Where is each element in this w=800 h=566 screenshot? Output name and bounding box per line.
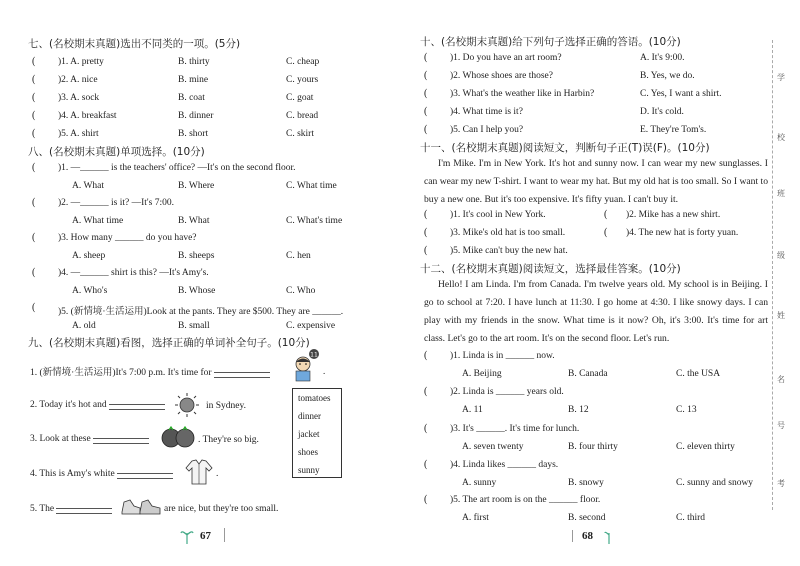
answer-paren[interactable]: (: [32, 267, 36, 278]
answer-paren[interactable]: (: [32, 197, 36, 208]
word-bank-item: shoes: [298, 447, 318, 457]
clock-icon: [308, 348, 320, 360]
s12-q3-b: B. four thirty: [568, 442, 618, 452]
answer-paren[interactable]: (: [424, 350, 428, 361]
s10-a2: B. Yes, we do.: [640, 71, 695, 81]
s10-q5: )5. Can I help you?: [450, 125, 524, 135]
side-label: 校: [777, 133, 785, 142]
s7-q5: )5. A. shirt: [58, 129, 99, 139]
dot: .: [216, 469, 219, 479]
answer-lines[interactable]: [117, 469, 173, 479]
s12-q4: )4. Linda likes ______ days.: [450, 460, 559, 470]
s12-passage: Hello! I am Linda. I'm from Canada. I'm twelve years old. My school is in Beijing. I go to school at 7:20. I have lunch at 11:30. I go home at 4:30. I like snowy days. I can play with my friends in the snow. What time is it now? Oh, it's 3:00. It's time for art class. Let's go to the art room. It's on the second floor. Let's run.: [424, 279, 768, 344]
s8-q2-b: B. What: [178, 216, 210, 226]
answer-paren[interactable]: (: [32, 92, 36, 103]
shoes-icon: [120, 494, 162, 518]
s12-q2-c: C. 13: [676, 405, 697, 415]
s9-q2-text: 2. Today it's hot and: [30, 400, 107, 411]
s12-q1-a: A. Beijing: [462, 369, 502, 379]
s7-q5-b: B. short: [178, 129, 209, 139]
section-10-title: 十、(名校期末真题)给下列句子选择正确的答语。(10分): [420, 36, 681, 48]
sprout-icon: [180, 527, 194, 545]
s8-q4-b: B. Whose: [178, 286, 216, 296]
s7-q4-b: B. dinner: [178, 111, 214, 121]
s7-q1-c: C. cheap: [286, 57, 320, 67]
answer-lines[interactable]: [109, 400, 165, 410]
answer-paren[interactable]: (: [424, 209, 428, 220]
s9-q4-text: 4. This is Amy's white: [30, 469, 115, 480]
answer-paren[interactable]: (: [32, 162, 36, 173]
s9-q3: [30, 434, 149, 444]
sprout-icon: [604, 527, 614, 545]
sun-icon: [172, 392, 202, 418]
s10-q4: )4. What time is it?: [450, 107, 523, 117]
s8-q1-b: B. Where: [178, 181, 215, 191]
tomatoes-icon: [160, 425, 196, 449]
s10-a1: A. It's 9:00.: [640, 53, 685, 63]
s9-q5-tail: are nice, but they're too small.: [164, 504, 279, 514]
answer-paren[interactable]: (: [424, 124, 428, 135]
s7-q3-b: B. coat: [178, 93, 205, 103]
s9-q1-text: 1. (新情境·生活运用)It's 7:00 p.m. It's time for: [30, 368, 212, 378]
s12-q4-a: A. sunny: [462, 478, 497, 488]
s12-q1-c: C. the USA: [676, 369, 721, 379]
s11-q1: )1. It's cool in New York.: [450, 210, 546, 220]
answer-paren[interactable]: (: [32, 128, 36, 139]
s10-q1: )1. Do you have an art room?: [450, 53, 562, 63]
divider: [572, 530, 573, 542]
answer-paren[interactable]: (: [32, 74, 36, 85]
s7-q4: )4. A. breakfast: [58, 111, 117, 121]
s7-q2-b: B. mine: [178, 75, 209, 85]
section-9-title: 九、(名校期末真题)看图，选择正确的单词补全句子。(10分): [28, 337, 310, 349]
s9-q4: [30, 469, 173, 479]
right-page: [400, 0, 800, 566]
word-bank-item: jacket: [298, 429, 320, 439]
s7-q4-c: C. bread: [286, 111, 319, 121]
answer-paren[interactable]: (: [424, 88, 428, 99]
s10-a3: C. Yes, I want a shirt.: [640, 89, 722, 99]
section-12-title: 十二、(名校期末真题)阅读短文，选择最佳答案。(10分): [420, 263, 681, 275]
answer-paren[interactable]: (: [32, 56, 36, 67]
s12-q5-a: A. first: [462, 513, 489, 523]
answer-lines[interactable]: [214, 368, 270, 378]
answer-paren[interactable]: (: [604, 209, 608, 220]
s7-q3-c: C. goat: [286, 93, 314, 103]
s7-q3: )3. A. sock: [58, 93, 100, 103]
page-number: 67: [200, 530, 211, 542]
s8-q4-a: A. Who's: [72, 286, 108, 296]
word-bank: [292, 388, 342, 478]
answer-lines[interactable]: [56, 504, 112, 514]
binding-line: [772, 40, 773, 510]
answer-paren[interactable]: (: [32, 302, 36, 313]
s12-q2-a: A. 11: [462, 405, 483, 415]
page-number: 68: [582, 530, 593, 542]
word-bank-item: sunny: [298, 465, 320, 475]
s8-q2: )2. —______ is it? —It's 7:00.: [58, 198, 174, 208]
answer-paren[interactable]: (: [424, 245, 428, 256]
word-bank-item: tomatoes: [298, 393, 331, 403]
s12-q5-b: B. second: [568, 513, 606, 523]
s8-q1-c: C. What time: [286, 181, 337, 191]
s8-q4: )4. —______ shirt is this? —It's Amy's.: [58, 268, 209, 278]
s8-q5-b: B. small: [178, 321, 210, 331]
side-label: 班: [777, 189, 785, 198]
s8-q5-c: C. expensive: [286, 321, 336, 331]
divider: [224, 528, 225, 542]
s9-q5-text: 5. The: [30, 504, 55, 515]
s11-q2: )2. Mike has a new shirt.: [626, 210, 721, 220]
s12-q2: )2. Linda is ______ years old.: [450, 387, 564, 397]
dot: .: [323, 366, 326, 376]
s12-q5-c: C. third: [676, 513, 706, 523]
side-label: 姓: [777, 311, 785, 320]
s8-q1-a: A. What: [72, 181, 105, 191]
answer-paren[interactable]: (: [604, 227, 608, 238]
s9-q1: [30, 364, 270, 378]
s12-q3: )3. It's ______. It's time for lunch.: [450, 424, 580, 434]
s8-q2-c: C. What's time: [286, 216, 343, 226]
s7-q5-c: C. skirt: [286, 129, 314, 139]
s8-q5: )5. (新情境·生活运用)Look at the pants. They are $500. They are ______.: [58, 307, 344, 317]
s11-q4: )4. The new hat is forty yuan.: [626, 228, 739, 238]
side-label: 级: [777, 251, 785, 260]
jacket-icon: [184, 458, 214, 486]
s12-q3-a: A. seven twenty: [462, 442, 524, 452]
s8-q4-c: C. Who: [286, 286, 316, 296]
s7-q1: )1. A. pretty: [58, 57, 104, 67]
s7-q1-b: B. thirty: [178, 57, 210, 67]
s8-q1: )1. —______ is the teachers' office? —It's on the second floor.: [58, 163, 296, 173]
s9-q3-tail: . They're so big.: [198, 435, 259, 445]
word-bank-item: dinner: [298, 411, 321, 421]
answer-paren[interactable]: (: [32, 110, 36, 121]
s9-q5: [30, 504, 112, 514]
s10-q2: )2. Whose shoes are those?: [450, 71, 553, 81]
answer-paren[interactable]: (: [424, 227, 428, 238]
s9-q3-text: 3. Look at these: [30, 434, 91, 445]
answer-paren[interactable]: (: [32, 232, 36, 243]
s9-q2-tail: in Sydney.: [206, 401, 247, 411]
side-label: 学: [777, 73, 785, 82]
side-label: 考: [777, 479, 785, 488]
s10-a4: D. It's cold.: [640, 107, 684, 117]
answer-paren[interactable]: (: [424, 423, 428, 434]
s12-q2-b: B. 12: [568, 405, 589, 415]
section-11-title: 十一、(名校期末真题)阅读短文，判断句子正(T)误(F)。(10分): [420, 142, 710, 154]
side-label: 号: [777, 421, 785, 430]
s9-q2: [30, 400, 165, 410]
s10-q3: )3. What's the weather like in Harbin?: [450, 89, 595, 99]
s8-q3-c: C. hen: [286, 251, 311, 261]
s8-q2-a: A. What time: [72, 216, 124, 226]
s10-a5: E. They're Tom's.: [640, 125, 707, 135]
side-label: 名: [777, 375, 785, 384]
s7-q2-c: C. yours: [286, 75, 319, 85]
answer-paren[interactable]: (: [424, 386, 428, 397]
s12-q4-b: B. snowy: [568, 478, 604, 488]
section-8-title: 八、(名校期末真题)单项选择。(10分): [28, 146, 205, 158]
s8-q3: )3. How many ______ do you have?: [58, 233, 197, 243]
s12-q5: )5. The art room is on the ______ floor.: [450, 495, 601, 505]
s8-q3-b: B. sheeps: [178, 251, 215, 261]
answer-paren[interactable]: (: [424, 52, 428, 63]
s8-q5-a: A. old: [72, 321, 96, 331]
svg-text:11: 11: [310, 351, 318, 359]
answer-paren[interactable]: (: [424, 459, 428, 470]
s11-q3: )3. Mike's old hat is too small.: [450, 228, 566, 238]
answer-paren[interactable]: (: [424, 106, 428, 117]
s11-passage: I'm Mike. I'm in New York. It's hot and sunny now. I can wear my new sunglasses. I can wear my new T-shirt. I want to wear my hat. But my old hat is too small. So I want to buy a new one. But it's too expensive. It's fifty yuan. I can't buy it.: [424, 158, 768, 205]
section-7-title: 七、(名校期末真题)选出不同类的一项。(5分): [28, 38, 241, 50]
answer-lines[interactable]: [93, 434, 149, 444]
s12-q1: )1. Linda is in ______ now.: [450, 351, 555, 361]
answer-paren[interactable]: (: [424, 494, 428, 505]
s7-q2: )2. A. nice: [58, 75, 98, 85]
s12-q4-c: C. sunny and snowy: [676, 478, 754, 488]
s11-q5: )5. Mike can't buy the new hat.: [450, 246, 568, 256]
s8-q3-a: A. sheep: [72, 251, 106, 261]
answer-paren[interactable]: (: [424, 70, 428, 81]
s12-q3-c: C. eleven thirty: [676, 442, 735, 452]
s12-q1-b: B. Canada: [568, 369, 608, 379]
